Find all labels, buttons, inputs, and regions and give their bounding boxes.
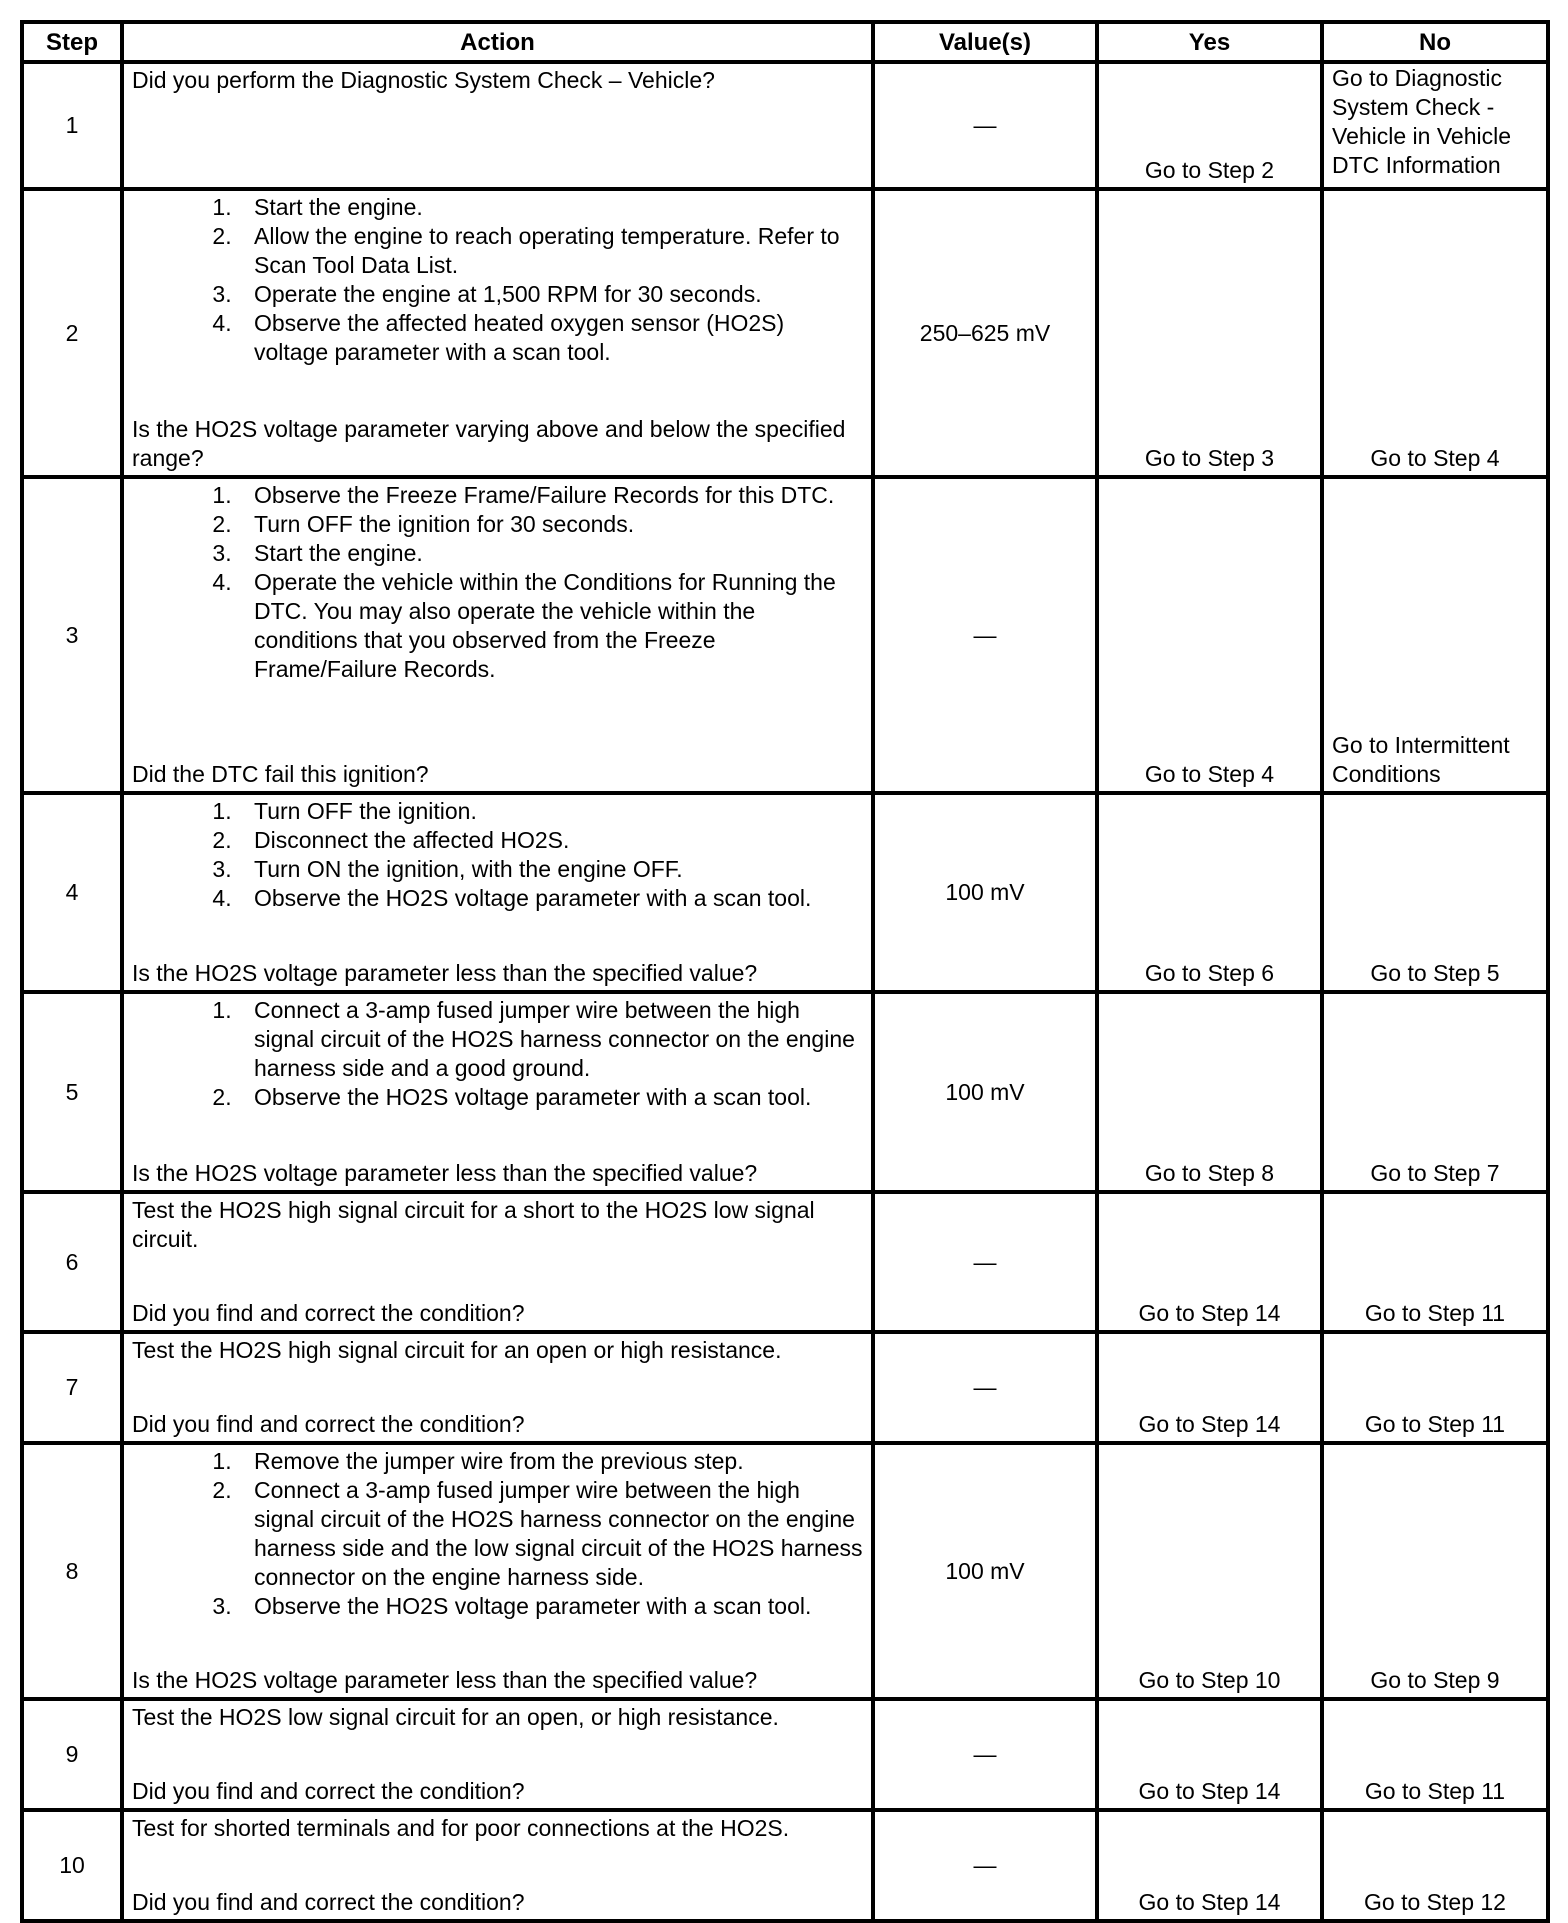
no-text: Go to Step 11	[1364, 1411, 1506, 1437]
no-cell	[1322, 1192, 1548, 1332]
header-no: No	[1322, 22, 1548, 62]
value-cell: —	[873, 1332, 1097, 1443]
value-cell: —	[873, 477, 1097, 793]
action-cell	[122, 1443, 873, 1699]
action-text: Test the HO2S high signal circuit for an open or high resistance.	[132, 1337, 782, 1363]
no-text: Go to Step 11	[1364, 1778, 1506, 1804]
action-step: 1. Observe the Freeze Frame/Failure Records for this DTC.	[238, 481, 863, 510]
action-question: Did you find and correct the condition?	[132, 1889, 525, 1915]
table-row	[22, 1192, 1548, 1332]
action-cell	[122, 189, 873, 477]
action-question: Did you find and correct the condition?	[132, 1300, 525, 1326]
header-value: Value(s)	[873, 22, 1097, 62]
table-row	[22, 1332, 1548, 1443]
no-cell	[1322, 1810, 1548, 1921]
action-cell	[122, 1332, 873, 1443]
no-cell	[1322, 62, 1548, 189]
value-cell: —	[873, 1699, 1097, 1810]
action-text: Test the HO2S high signal circuit for a short to the HO2S low signal circuit.	[132, 1197, 815, 1252]
action-step: 1. Connect a 3-amp fused jumper wire between the high signal circuit of the HO2S harness connector on the engine harness side and a good ground.	[238, 996, 863, 1083]
action-step: 3. Operate the engine at 1,500 RPM for 30 seconds.	[238, 280, 863, 309]
step-number: 9	[22, 1699, 122, 1810]
action-step: 4. Observe the HO2S voltage parameter with a scan tool.	[238, 884, 863, 913]
no-text: Go to Step 9	[1370, 1667, 1500, 1693]
step-number: 4	[22, 793, 122, 992]
action-steps	[132, 481, 863, 684]
step-number: 2	[22, 189, 122, 477]
yes-text: Go to Step 6	[1144, 960, 1275, 986]
action-question: Is the HO2S voltage parameter less than the specified value?	[132, 1667, 758, 1693]
action-step: 3. Turn ON the ignition, with the engine OFF.	[238, 855, 863, 884]
no-cell	[1322, 793, 1548, 992]
table-row	[22, 477, 1548, 793]
action-question: Is the HO2S voltage parameter varying above and below the specified range?	[132, 416, 846, 471]
no-text: Go to Step 4	[1370, 445, 1500, 471]
no-text: Go to Step 12	[1364, 1889, 1506, 1915]
action-question: Did the DTC fail this ignition?	[132, 761, 429, 787]
diagnostic-table	[20, 20, 1550, 1923]
yes-text: Go to Step 14	[1138, 1778, 1281, 1804]
no-cell	[1322, 477, 1548, 793]
no-cell	[1322, 1332, 1548, 1443]
action-step: 2. Connect a 3-amp fused jumper wire between the high signal circuit of the HO2S harness connector on the engine harness side and the low signal circuit of the HO2S harness connector on the engine harness side.	[238, 1476, 863, 1592]
yes-text: Go to Step 14	[1138, 1411, 1281, 1437]
step-number: 6	[22, 1192, 122, 1332]
no-cell	[1322, 1443, 1548, 1699]
header-action: Action	[122, 22, 873, 62]
action-cell	[122, 1699, 873, 1810]
yes-text: Go to Step 3	[1144, 445, 1275, 471]
action-question: Did you find and correct the condition?	[132, 1778, 525, 1804]
step-number: 5	[22, 992, 122, 1192]
action-question: Is the HO2S voltage parameter less than the specified value?	[132, 1160, 758, 1186]
action-text: Test the HO2S low signal circuit for an open, or high resistance.	[132, 1704, 779, 1730]
action-step: 1. Turn OFF the ignition.	[238, 797, 863, 826]
action-cell	[122, 992, 873, 1192]
action-text: Test for shorted terminals and for poor connections at the HO2S.	[132, 1815, 790, 1841]
yes-text: Go to Step 2	[1144, 157, 1275, 183]
yes-cell	[1097, 1332, 1322, 1443]
yes-cell	[1097, 62, 1322, 189]
yes-text: Go to Step 14	[1138, 1300, 1281, 1326]
action-step: 1. Remove the jumper wire from the previous step.	[238, 1447, 863, 1476]
no-text: Go to Step 7	[1370, 1160, 1500, 1186]
action-question: Did you find and correct the condition?	[132, 1411, 525, 1437]
table-row	[22, 1810, 1548, 1921]
action-step: 3. Observe the HO2S voltage parameter with a scan tool.	[238, 1592, 863, 1621]
action-step: 3. Start the engine.	[238, 539, 863, 568]
action-question: Is the HO2S voltage parameter less than the specified value?	[132, 960, 758, 986]
value-cell: —	[873, 1810, 1097, 1921]
no-cell	[1322, 992, 1548, 1192]
action-steps	[132, 996, 863, 1112]
table-row	[22, 1699, 1548, 1810]
action-step: 2. Allow the engine to reach operating temperature. Refer to Scan Tool Data List.	[238, 222, 863, 280]
action-step: 2. Observe the HO2S voltage parameter with a scan tool.	[238, 1083, 863, 1112]
yes-cell	[1097, 1699, 1322, 1810]
step-number: 3	[22, 477, 122, 793]
no-text: Go to Step 5	[1370, 960, 1500, 986]
action-step: 2. Disconnect the affected HO2S.	[238, 826, 863, 855]
value-cell: 100 mV	[873, 793, 1097, 992]
header-row	[22, 22, 1548, 62]
no-text: Go to Step 11	[1364, 1300, 1506, 1326]
table-row	[22, 793, 1548, 992]
header-yes: Yes	[1097, 22, 1322, 62]
action-steps	[132, 797, 863, 913]
step-number: 10	[22, 1810, 122, 1921]
action-steps	[132, 1447, 863, 1621]
header-step: Step	[22, 22, 122, 62]
yes-text: Go to Step 8	[1144, 1160, 1275, 1186]
yes-cell	[1097, 793, 1322, 992]
step-number: 1	[22, 62, 122, 189]
table-row	[22, 1443, 1548, 1699]
action-text: Did you perform the Diagnostic System Check – Vehicle?	[132, 67, 715, 93]
action-steps	[132, 193, 863, 367]
yes-cell	[1097, 1192, 1322, 1332]
action-step: 4. Observe the affected heated oxygen sensor (HO2S) voltage parameter with a scan tool.	[238, 309, 863, 367]
yes-cell	[1097, 1443, 1322, 1699]
value-cell: —	[873, 62, 1097, 189]
action-cell	[122, 1192, 873, 1332]
yes-cell	[1097, 1810, 1322, 1921]
yes-text: Go to Step 10	[1138, 1667, 1281, 1693]
value-cell: 100 mV	[873, 992, 1097, 1192]
yes-text: Go to Step 4	[1144, 761, 1275, 787]
no-text: Go to Diagnostic System Check - Vehicle in Vehicle DTC Information	[1332, 65, 1512, 178]
value-cell: —	[873, 1192, 1097, 1332]
step-number: 8	[22, 1443, 122, 1699]
no-text: Go to Intermittent Conditions	[1332, 732, 1510, 787]
table-row	[22, 992, 1548, 1192]
yes-text: Go to Step 14	[1138, 1889, 1281, 1915]
action-step: 4. Operate the vehicle within the Conditions for Running the DTC. You may also operate the vehicle within the conditions that you observed from the Freeze Frame/Failure Records.	[238, 568, 863, 684]
action-cell	[122, 793, 873, 992]
step-number: 7	[22, 1332, 122, 1443]
action-cell	[122, 1810, 873, 1921]
action-step: 1. Start the engine.	[238, 193, 863, 222]
table-row	[22, 189, 1548, 477]
yes-cell	[1097, 477, 1322, 793]
yes-cell	[1097, 189, 1322, 477]
table-row	[22, 62, 1548, 189]
action-step: 2. Turn OFF the ignition for 30 seconds.	[238, 510, 863, 539]
value-cell: 250–625 mV	[873, 189, 1097, 477]
action-cell	[122, 62, 873, 189]
no-cell	[1322, 189, 1548, 477]
yes-cell	[1097, 992, 1322, 1192]
value-cell: 100 mV	[873, 1443, 1097, 1699]
no-cell	[1322, 1699, 1548, 1810]
action-cell	[122, 477, 873, 793]
